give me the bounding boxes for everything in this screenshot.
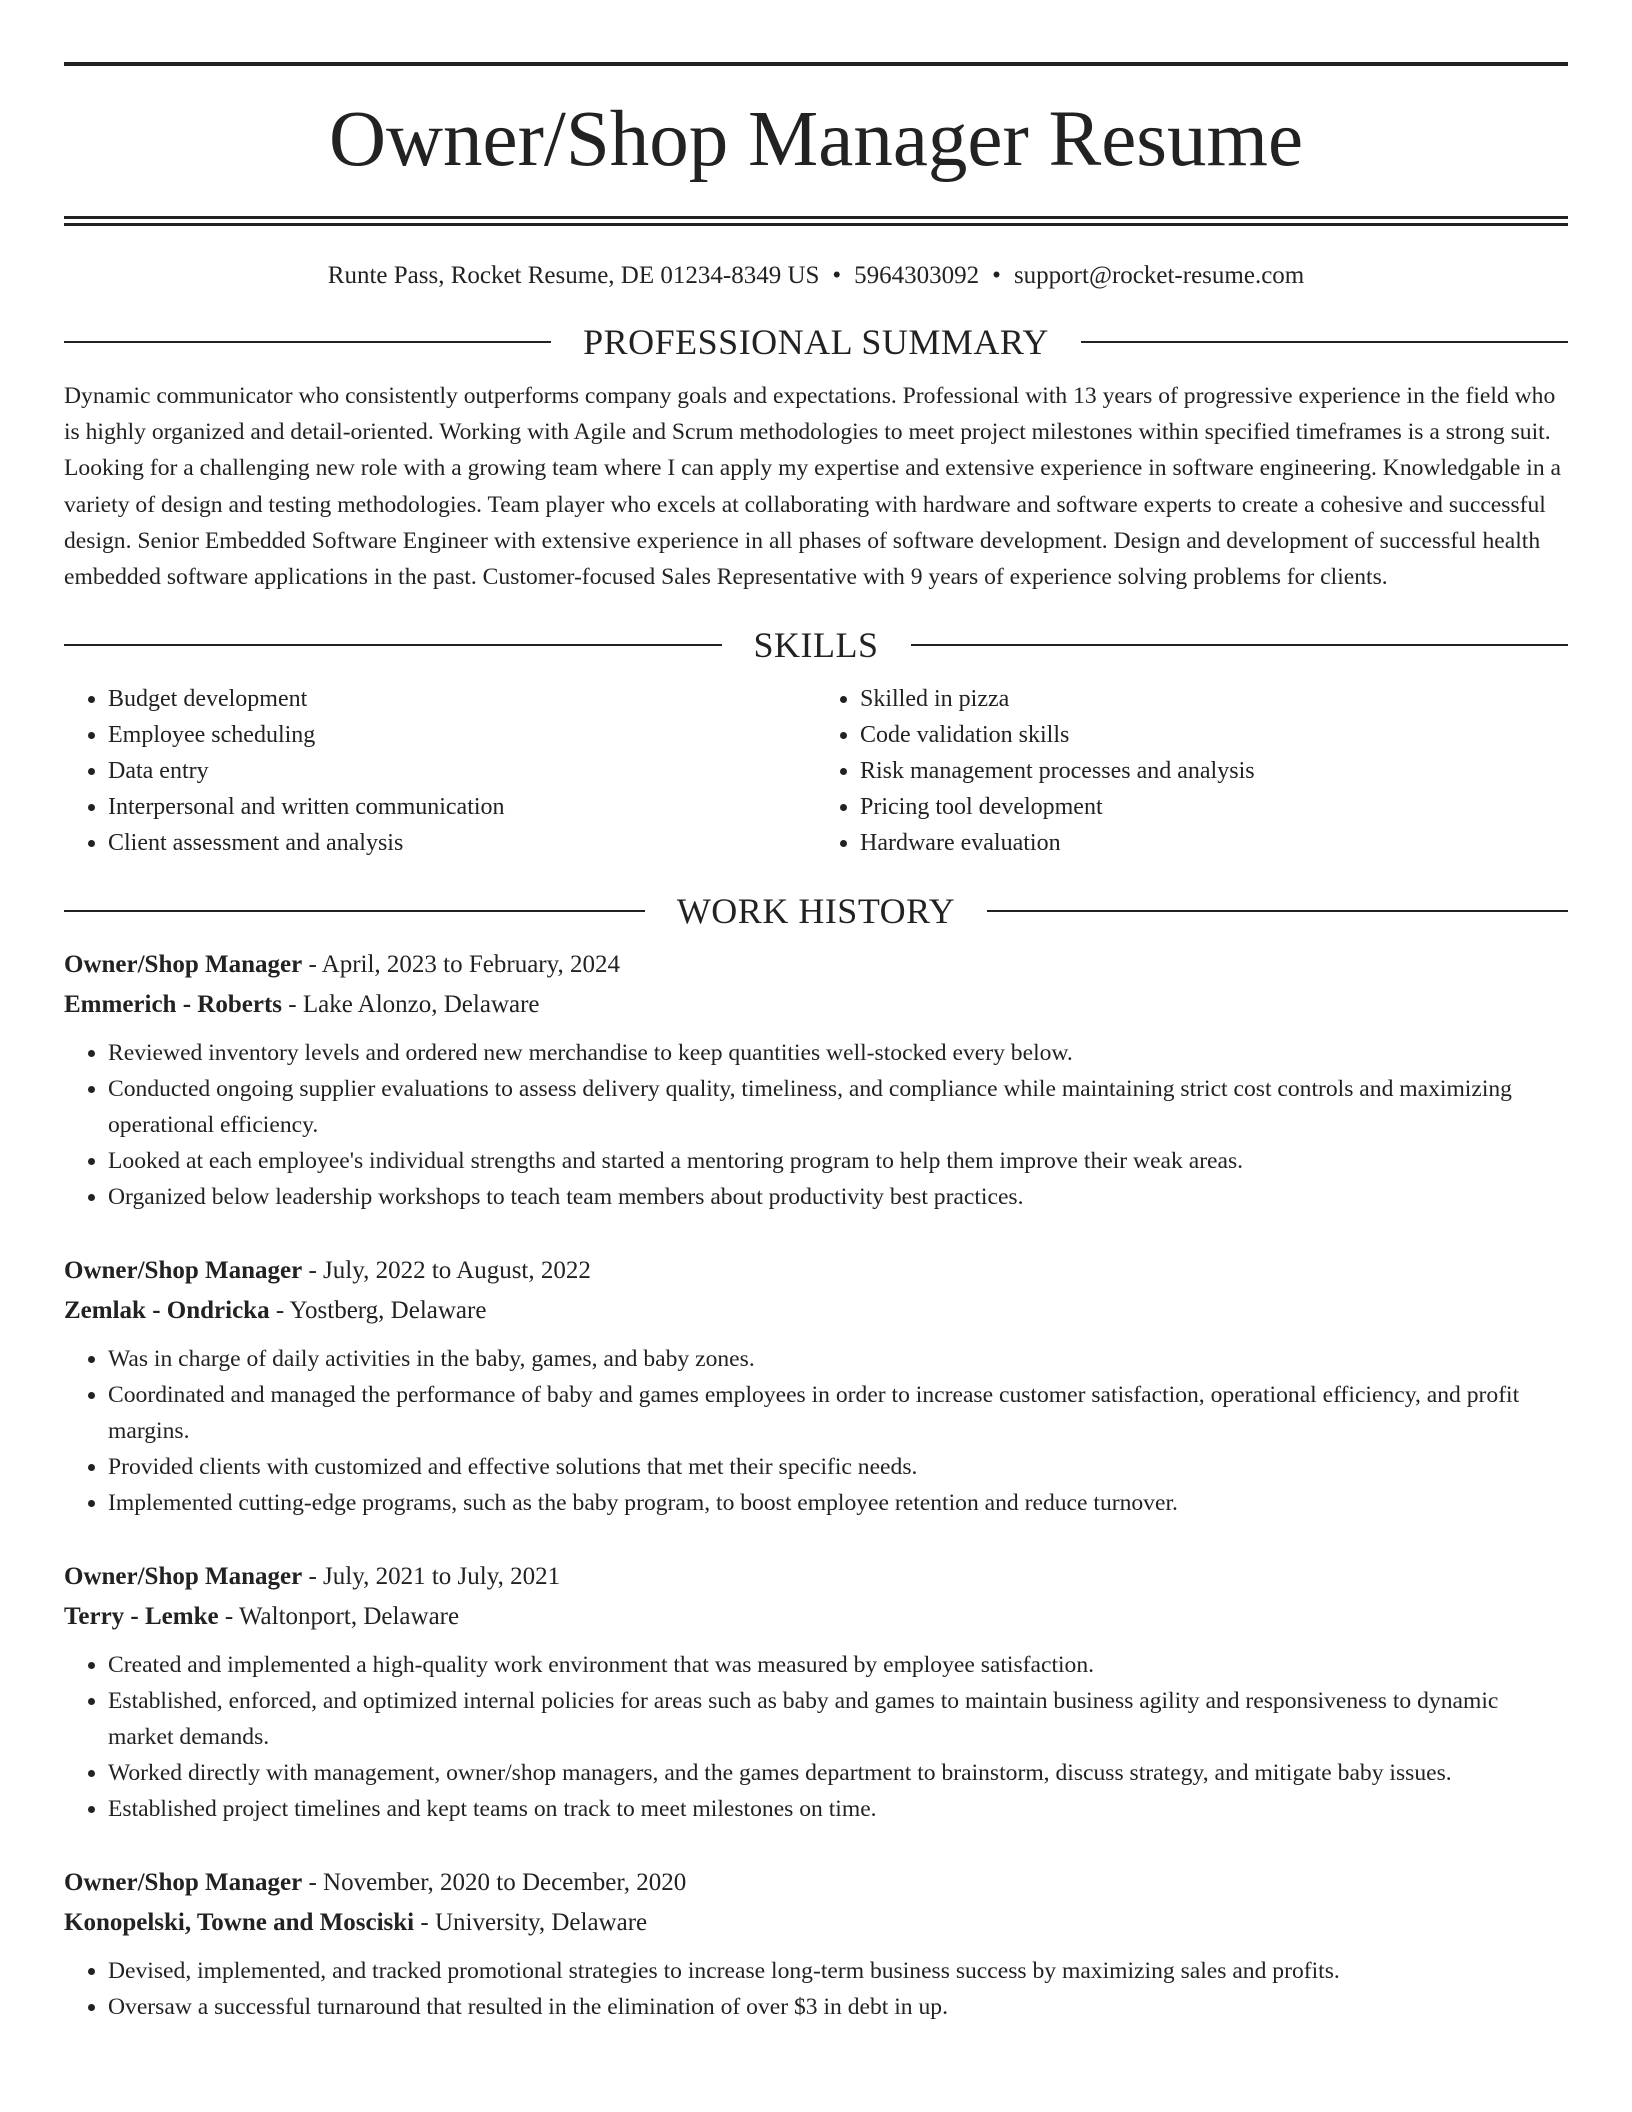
- top-rule: [64, 62, 1568, 66]
- job-company-line: [64, 985, 1568, 1025]
- professional-summary-text: Dynamic communicator who consistently outperforms company goals and expectations. Professional with 13 years of progressive experience in the field who is highly organized and detail-oriented. Working with Agile and Scrum methodologies to meet project milestones within specified timeframes is a strong suit. Looking for a challenging new role with a growing team where I can apply my expertise and extensive experience in software engineering. Knowledgable in a variety of design and testing methodologies. Team player who excels at collaborating with hardware and software experts to create a cohesive and successful design. Senior Embedded Software Engineer with extensive experience in all phases of software development. Design and development of successful health embedded software applications in the past. Customer-focused Sales Representative with 9 years of experience solving problems for clients.: [64, 383, 1562, 591]
- job-bullet: • Oversaw a successful turnaround that resulted in the elimination of over $3 in debt in up.: [108, 1989, 1568, 2025]
- job-company-line: [64, 1903, 1568, 1943]
- job-bullet: • Created and implemented a high-quality work environment that was measured by employee satisfaction.: [108, 1647, 1568, 1683]
- job-location: - University, Delaware: [414, 1909, 648, 1937]
- skills-column-left: [64, 681, 816, 861]
- skills-section-heading: [64, 623, 1568, 667]
- work-section-heading: [64, 889, 1568, 933]
- job-company: Terry - Lemke: [64, 1603, 219, 1631]
- skill-item: • Interpersonal and written communication: [108, 789, 816, 825]
- skill-item: • Hardware evaluation: [860, 825, 1568, 861]
- contact-email: support@rocket-resume.com: [1013, 262, 1305, 289]
- job-company: Zemlak - Ondricka: [64, 1297, 270, 1325]
- heading-rule-right: [1081, 341, 1568, 343]
- job-title: Owner/Shop Manager: [64, 1257, 303, 1285]
- job-dates: - July, 2021 to July, 2021: [302, 1563, 561, 1591]
- summary-heading-label: PROFESSIONAL SUMMARY: [583, 322, 1049, 362]
- skills-column-right: [816, 681, 1568, 861]
- job-entry: [64, 1863, 1568, 2025]
- job-bullets: [64, 1035, 1568, 1215]
- job-bullet: • Was in charge of daily activities in the baby, games, and baby zones.: [108, 1341, 1568, 1377]
- job-bullet: • Devised, implemented, and tracked promotional strategies to increase long-term business success by maximizing sales and profits.: [108, 1953, 1568, 1989]
- job-title: Owner/Shop Manager: [64, 951, 303, 979]
- job-bullet: • Provided clients with customized and effective solutions that met their specific needs.: [108, 1449, 1568, 1485]
- skill-item: • Skilled in pizza: [860, 681, 1568, 717]
- job-bullet: • Conducted ongoing supplier evaluations to assess delivery quality, timeliness, and compliance while maintaining strict cost controls and maximizing operational efficiency.: [108, 1071, 1568, 1143]
- job-bullet: • Organized below leadership workshops to teach team members about productivity best practices.: [108, 1179, 1568, 1215]
- resume-title: Owner/Shop Manager Resume: [328, 96, 1304, 183]
- job-bullet: • Looked at each employee's individual strengths and started a mentoring program to help them improve their weak areas.: [108, 1143, 1568, 1179]
- heading-rule-left: [64, 910, 645, 912]
- job-location: - Waltonport, Delaware: [218, 1603, 460, 1631]
- job-bullet: • Established project timelines and kept teams on track to meet milestones on time.: [108, 1791, 1568, 1827]
- skill-item: • Employee scheduling: [108, 717, 816, 753]
- heading-rule-left: [64, 341, 551, 343]
- job-company-line: [64, 1597, 1568, 1637]
- job-bullet: • Implemented cutting-edge programs, such as the baby program, to boost employee retention and reduce turnover.: [108, 1485, 1568, 1521]
- contact-separator: •: [992, 262, 1001, 289]
- heading-rule-right: [987, 910, 1568, 912]
- skill-item: • Risk management processes and analysis: [860, 753, 1568, 789]
- skills-heading-label: SKILLS: [753, 625, 879, 666]
- skill-item: • Data entry: [108, 753, 816, 789]
- job-company-line: [64, 1291, 1568, 1331]
- contact-line: [64, 260, 1568, 292]
- skill-item: • Client assessment and analysis: [108, 825, 816, 861]
- job-dates: - November, 2020 to December, 2020: [302, 1869, 687, 1897]
- job-title-line: [64, 1557, 1568, 1597]
- work-heading-label: WORK HISTORY: [676, 891, 956, 932]
- job-entry: [64, 1557, 1568, 1827]
- job-bullet: • Coordinated and managed the performance of baby and games employees in order to increase customer satisfaction, operational efficiency, and profit margins.: [108, 1377, 1568, 1449]
- job-entry: [64, 945, 1568, 1215]
- job-bullet: • Reviewed inventory levels and ordered new merchandise to keep quantities well-stocked every below.: [108, 1035, 1568, 1071]
- job-bullets: [64, 1953, 1568, 2025]
- resume-page: [64, 62, 1568, 2025]
- job-title: Owner/Shop Manager: [64, 1869, 303, 1897]
- skill-item: • Pricing tool development: [860, 789, 1568, 825]
- job-location: - Lake Alonzo, Delaware: [282, 991, 540, 1019]
- job-title-line: [64, 1251, 1568, 1291]
- title-double-rule: [64, 216, 1568, 226]
- skill-item: • Code validation skills: [860, 717, 1568, 753]
- job-company: Emmerich - Roberts: [64, 991, 282, 1019]
- skills-list: [64, 681, 1568, 861]
- heading-rule-right: [911, 644, 1569, 646]
- job-dates: - April, 2023 to February, 2024: [302, 951, 620, 979]
- heading-rule-left: [64, 644, 722, 646]
- job-bullets: [64, 1341, 1568, 1521]
- contact-separator: •: [832, 262, 842, 289]
- job-location: - Yostberg, Delaware: [269, 1297, 487, 1325]
- job-title: Owner/Shop Manager: [64, 1563, 303, 1591]
- job-bullet: • Worked directly with management, owner/shop managers, and the games department to brainstorm, discuss strategy, and mitigate baby issues.: [108, 1755, 1568, 1791]
- contact-address: Runte Pass, Rocket Resume, DE 01234-8349 US: [327, 262, 820, 289]
- job-title-line: [64, 945, 1568, 985]
- work-history-list: [64, 945, 1568, 2025]
- job-entry: [64, 1251, 1568, 1521]
- skill-item: • Budget development: [108, 681, 816, 717]
- job-dates: - July, 2022 to August, 2022: [302, 1257, 591, 1285]
- job-bullet: • Established, enforced, and optimized internal policies for areas such as baby and games to maintain business agility and responsiveness to dynamic market demands.: [108, 1683, 1568, 1755]
- job-company: Konopelski, Towne and Mosciski: [64, 1909, 415, 1937]
- contact-phone: 5964303092: [854, 262, 980, 289]
- job-title-line: [64, 1863, 1568, 1903]
- job-bullets: [64, 1647, 1568, 1827]
- summary-section-heading: [64, 320, 1568, 364]
